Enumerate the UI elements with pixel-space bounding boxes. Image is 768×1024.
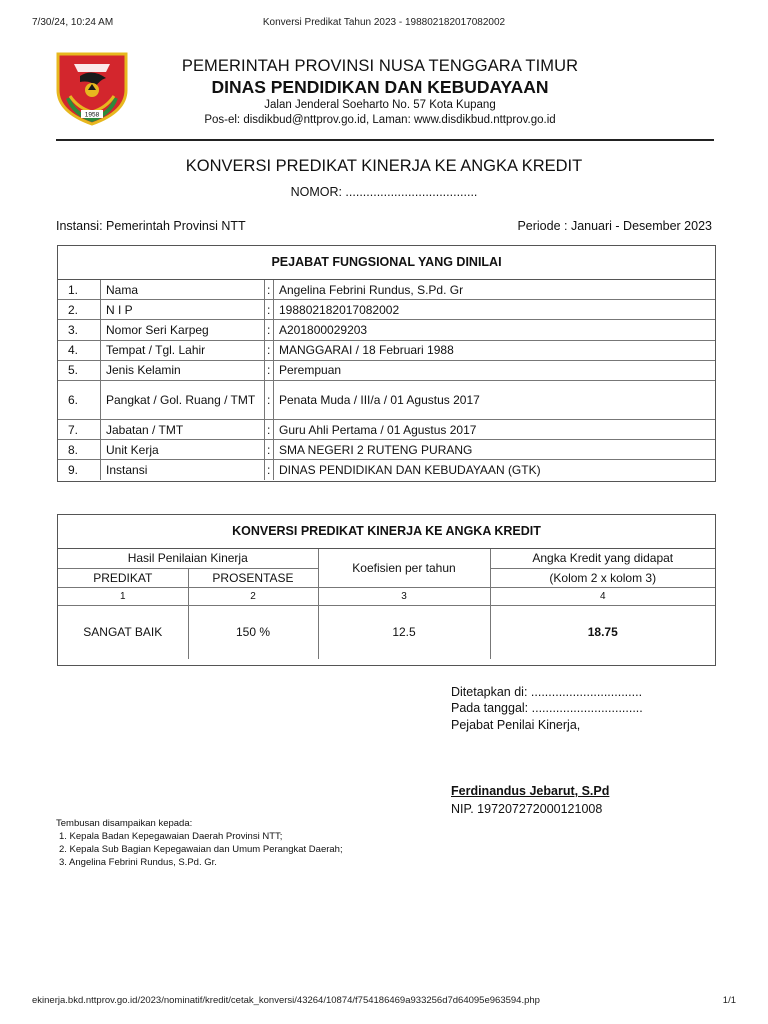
conversion-caption: KONVERSI PREDIKAT KINERJA KE ANGKA KREDIT <box>58 515 715 549</box>
row-number: 4. <box>58 340 101 360</box>
official-row <box>58 460 715 480</box>
field-separator: : <box>265 460 274 480</box>
field-separator: : <box>265 300 274 320</box>
row-number: 9. <box>58 460 101 480</box>
field-label: Nama <box>101 280 265 300</box>
col-number: 1 <box>58 587 188 605</box>
letterhead-government: PEMERINTAH PROVINSI NUSA TENGGARA TIMUR <box>181 57 579 75</box>
document-title: KONVERSI PREDIKAT KINERJA KE ANGKA KREDIT <box>185 157 583 175</box>
row-number: 5. <box>58 360 101 380</box>
field-value: DINAS PENDIDIKAN DAN KEBUDAYAAN (GTK) <box>274 460 716 480</box>
official-row <box>58 440 715 460</box>
document-number: NOMOR: ...................................... <box>290 185 478 199</box>
signature-place: Ditetapkan di: ................................ <box>451 685 643 699</box>
value-predikat: SANGAT BAIK <box>58 605 188 659</box>
col-angka-kredit: Angka Kredit yang didapat <box>490 549 715 568</box>
signature-date: Pada tanggal: ................................ <box>451 701 643 715</box>
col-number: 2 <box>188 587 318 605</box>
official-row <box>58 360 715 380</box>
conversion-section <box>57 514 716 666</box>
field-value: Penata Muda / III/a / 01 Agustus 2017 <box>274 380 716 419</box>
letterhead-agency: DINAS PENDIDIKAN DAN KEBUDAYAAN <box>211 77 549 97</box>
row-number: 7. <box>58 419 101 439</box>
official-row <box>58 280 715 300</box>
field-separator: : <box>265 320 274 340</box>
letterhead-address: Jalan Jenderal Soeharto No. 57 Kota Kupang <box>264 99 496 111</box>
field-value: 198802182017082002 <box>274 300 716 320</box>
col-formula: (Kolom 2 x kolom 3) <box>490 568 715 587</box>
official-row <box>58 300 715 320</box>
col-prosentase: PROSENTASE <box>188 568 318 587</box>
field-separator: : <box>265 360 274 380</box>
field-separator: : <box>265 419 274 439</box>
field-separator: : <box>265 340 274 360</box>
copies-item: 3. Angelina Febrini Rundus, S.Pd. Gr. <box>59 857 217 868</box>
value-koefisien: 12.5 <box>318 605 490 659</box>
field-label: Nomor Seri Karpeg <box>101 320 265 340</box>
signatory-name: Ferdinandus Jebarut, S.Pd <box>451 784 610 798</box>
ntt-province-logo <box>54 50 130 126</box>
field-label: Jenis Kelamin <box>101 360 265 380</box>
logo-year: 1958 <box>84 111 100 119</box>
field-separator: : <box>265 380 274 419</box>
field-value: A201800029203 <box>274 320 716 340</box>
field-label: Pangkat / Gol. Ruang / TMT <box>101 380 265 419</box>
institution-label: Instansi: Pemerintah Provinsi NTT <box>56 219 246 233</box>
field-value: Guru Ahli Pertama / 01 Agustus 2017 <box>274 419 716 439</box>
row-number: 6. <box>58 380 101 419</box>
field-label: N I P <box>101 300 265 320</box>
row-number: 8. <box>58 440 101 460</box>
official-row <box>58 380 715 419</box>
print-url: ekinerja.bkd.nttprov.go.id/2023/nominatif/kredit/cetak_konversi/43264/10874/f754186469a933256d7d64095e963594.php <box>32 995 540 1006</box>
official-caption: PEJABAT FUNGSIONAL YANG DINILAI <box>58 246 715 280</box>
row-number: 3. <box>58 320 101 340</box>
letterhead-contact: Pos-el: disdikbud@nttprov.go.id, Laman: www.disdikbud.nttprov.go.id <box>204 114 556 126</box>
print-page-number: 1/1 <box>722 995 736 1006</box>
copies-item: 1. Kepala Badan Kepegawaian Daerah Provinsi NTT; <box>59 831 283 842</box>
col-group-hasil: Hasil Penilaian Kinerja <box>58 549 318 568</box>
field-separator: : <box>265 440 274 460</box>
field-separator: : <box>265 280 274 300</box>
row-number: 1. <box>58 280 101 300</box>
signature-role: Pejabat Penilai Kinerja, <box>451 718 581 732</box>
field-value: Perempuan <box>274 360 716 380</box>
official-row <box>58 320 715 340</box>
copies-heading: Tembusan disampaikan kepada: <box>56 818 193 829</box>
field-value: SMA NEGERI 2 RUTENG PURANG <box>274 440 716 460</box>
official-row <box>58 419 715 439</box>
col-koefisien: Koefisien per tahun <box>318 549 490 587</box>
letterhead-divider <box>56 139 714 141</box>
field-label: Tempat / Tgl. Lahir <box>101 340 265 360</box>
conversion-table <box>58 549 715 659</box>
official-section <box>57 245 716 482</box>
official-row <box>58 340 715 360</box>
field-label: Jabatan / TMT <box>101 419 265 439</box>
field-value: Angelina Febrini Rundus, S.Pd. Gr <box>274 280 716 300</box>
col-number: 3 <box>318 587 490 605</box>
col-predikat: PREDIKAT <box>58 568 188 587</box>
row-number: 2. <box>58 300 101 320</box>
print-page-title: Konversi Predikat Tahun 2023 - 198802182017082002 <box>262 17 506 28</box>
col-number: 4 <box>490 587 715 605</box>
print-datetime: 7/30/24, 10:24 AM <box>32 17 114 28</box>
period-label: Periode : Januari - Desember 2023 <box>517 219 712 233</box>
official-table <box>58 280 715 480</box>
signatory-nip: NIP. 197207272000121008 <box>451 802 603 816</box>
copies-section <box>56 817 343 869</box>
value-angka-kredit: 18.75 <box>490 605 715 659</box>
value-prosentase: 150 % <box>188 605 318 659</box>
copies-item: 2. Kepala Sub Bagian Kepegawaian dan Umum Perangkat Daerah; <box>59 844 343 855</box>
field-value: MANGGARAI / 18 Februari 1988 <box>274 340 716 360</box>
field-label: Instansi <box>101 460 265 480</box>
field-label: Unit Kerja <box>101 440 265 460</box>
